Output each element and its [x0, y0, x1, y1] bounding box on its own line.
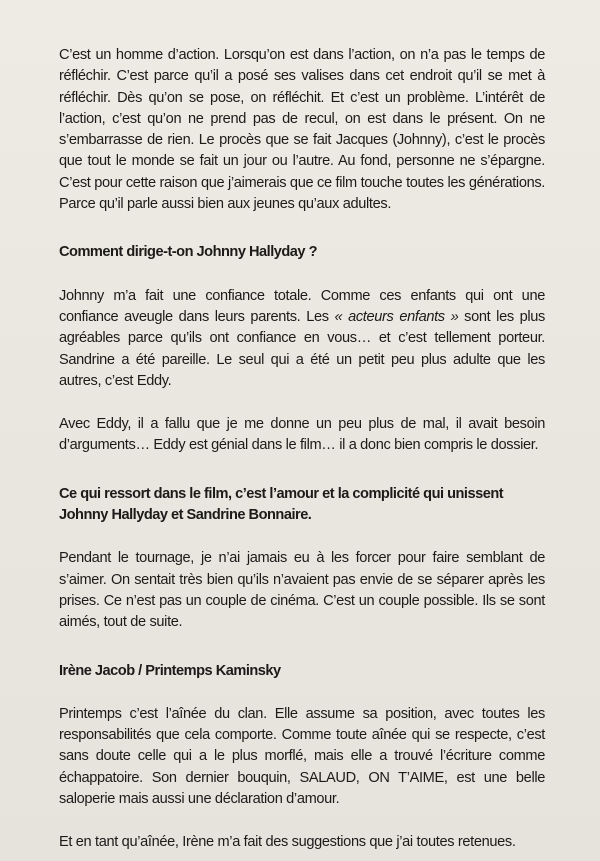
- answer-paragraph-eddy: Avec Eddy, il a fallu que je me donne un peu plus de mal, il avait besoin d’arguments… Eddy est génial dans le film… il a donc bien compris le dossier.: [59, 416, 545, 454]
- answer-paragraph-love: Pendant le tournage, je n’ai jamais eu à les forcer pour faire semblant de s’aimer. On sentait très bien qu’ils n’avaient pas envie de se séparer après les prises. Ce n’est pas un couple de cinéma. C’est un couple possible. Ils se sont aimés, tout de suite.: [59, 550, 545, 631]
- article-body: [59, 45, 545, 854]
- answer-text-start: Johnny m’a fait une confiance totale. Comme ces enfants qui ont une confiance aveugle dans leurs parents. Les: [59, 287, 545, 325]
- question-heading-love: Ce qui ressort dans le film, c’est l’amour et la complicité qui unissent Johnny Hallyday et Sandrine Bonnaire.: [59, 485, 504, 524]
- answer-paragraph-johnny: [59, 286, 545, 392]
- answer-text-end: sont les plus agréables parce qu’ils ont confiance en vous… et c’est tellement porteur. Sandrine a été pareille. Le seul qui a été un petit peu plus adulte que les autres, c’est Eddy.: [59, 308, 545, 389]
- answer-italic-phrase: « acteurs enfants »: [334, 308, 459, 325]
- intro-paragraph: C’est un homme d’action. Lorsqu’on est dans l’action, on n’a pas le temps de réfléchir. C’est parce qu’il a posé ses valises dans cet endroit qu’il se met à réfléchir. Dès qu’on se pose, on réfléchit. Et c’est un problème. L’intérêt de l’action, c’est qu’on ne prend pas de recul, on est dans le présent. On ne s’embarrasse de rien. Le procès que se fait Jacques (Johnny), c’est le procès que tout le monde se fait un jour ou l’autre. Au fond, personne ne s’épargne. C’est pour cette raison que j’aimerais que ce film touche toutes les générations. Parce qu’il parle aussi bien aux jeunes qu’aux adultes.: [59, 47, 545, 213]
- section-paragraph-suggestions: Et en tant qu’aînée, Irène m’a fait des suggestions que j’ai toutes retenues.: [59, 834, 516, 851]
- section-paragraph-printemps: Printemps c’est l’aînée du clan. Elle assume sa position, avec toutes les responsabilités que cela comporte. Comme toute aînée qui se respecte, c’est sans doute celle qui a le plus morflé, mais elle a trouvé l’écriture comme échappatoire. Son dernier bouquin, SALAUD, ON T’AIME, est une belle saloperie mais aussi une déclaration d’amour.: [59, 705, 545, 808]
- question-heading-johnny: Comment dirige-t-on Johnny Hallyday ?: [59, 244, 317, 261]
- section-heading-irene: Irène Jacob / Printemps Kaminsky: [59, 662, 281, 679]
